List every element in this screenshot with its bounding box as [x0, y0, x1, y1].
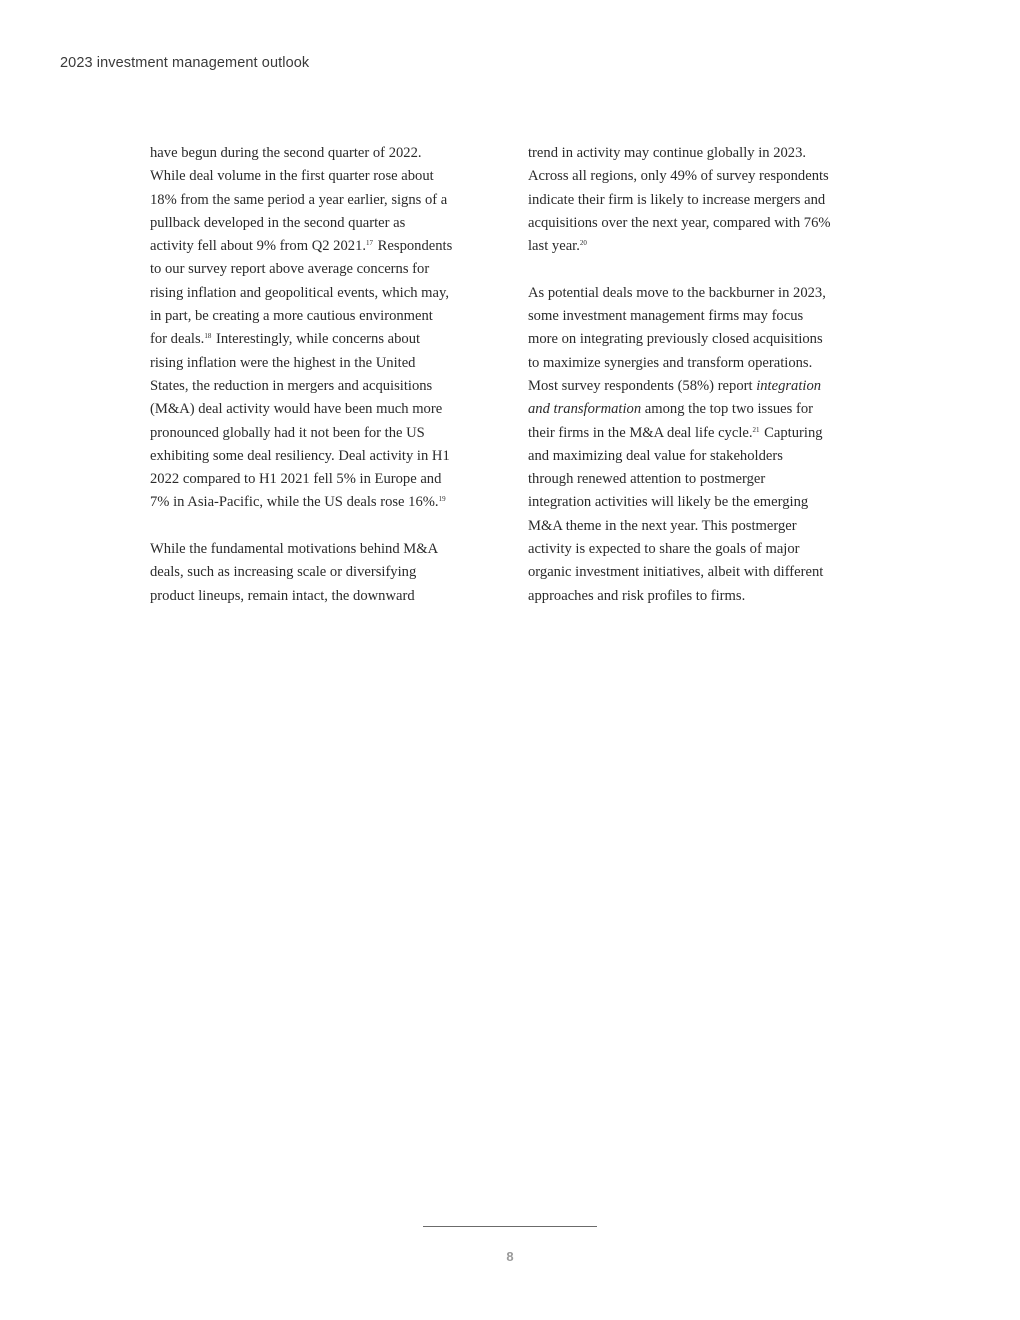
text-line: more on integrating previously closed acquisitions — [528, 331, 823, 348]
text-line — [528, 398, 880, 421]
text-segment: last year. — [528, 238, 580, 255]
text-segment: Capturing — [760, 424, 823, 441]
text-segment: among the top two issues for — [641, 401, 813, 418]
text-line: rising inflation were the highest in the United — [150, 354, 416, 371]
text-line: to maximize synergies and transform operations. — [528, 354, 813, 371]
text-line: M&A theme in the next year. This postmerger — [528, 517, 797, 534]
text-line: As potential deals move to the backburner in 2023, — [528, 284, 826, 301]
footer-divider — [423, 1226, 597, 1227]
text-line — [150, 328, 498, 351]
text-segment: their firms in the M&A deal life cycle. — [528, 424, 753, 441]
text-line: through renewed attention to postmerger — [528, 471, 766, 488]
text-line — [528, 235, 880, 258]
text-line: and maximizing deal value for stakeholders — [528, 447, 783, 464]
footnote-ref-17[interactable]: 17 — [366, 239, 374, 248]
text-line — [150, 491, 498, 514]
text-line: activity is expected to share the goals of major — [528, 541, 800, 558]
text-line: 18% from the same period a year earlier, signs of a — [150, 191, 448, 208]
text-segment: Interestingly, while concerns about — [212, 331, 421, 348]
text-line: Across all regions, only 49% of survey respondents — [528, 168, 829, 185]
text-segment: for deals. — [150, 331, 205, 348]
footnote-ref-19[interactable]: 19 — [438, 495, 446, 504]
text-segment: activity fell about 9% from Q2 2021. — [150, 238, 367, 255]
footnote-ref-18[interactable]: 18 — [204, 332, 212, 341]
paragraph — [150, 538, 498, 608]
text-line: product lineups, remain intact, the downward — [150, 587, 415, 604]
text-line: States, the reduction in mergers and acquisitions — [150, 377, 433, 394]
text-line: have begun during the second quarter of 2022. — [150, 145, 422, 161]
text-line: approaches and risk profiles to firms. — [528, 587, 746, 604]
italic-phrase: integration — [756, 377, 822, 394]
text-segment: Most survey respondents (58%) report — [528, 377, 757, 394]
text-line: deals, such as increasing scale or diversifying — [150, 564, 417, 581]
text-line — [150, 235, 498, 258]
right-column — [528, 142, 880, 631]
text-segment: 7% in Asia-Pacific, while the US deals rose 16%. — [150, 494, 439, 511]
text-line: 2022 compared to H1 2021 fell 5% in Europe and — [150, 471, 442, 488]
text-line — [528, 422, 880, 445]
italic-phrase: and transformation — [528, 401, 642, 418]
text-line: trend in activity may continue globally in 2023. — [528, 145, 807, 161]
text-line — [528, 375, 880, 398]
text-line: in part, be creating a more cautious environment — [150, 308, 433, 325]
text-line: integration activities will likely be the emerging — [528, 494, 809, 511]
paragraph — [150, 142, 498, 515]
running-header-title: 2023 investment management outlook — [60, 55, 310, 71]
text-line: pronounced globally had it not been for the US — [150, 424, 425, 441]
text-line: pullback developed in the second quarter as — [150, 214, 406, 231]
page-number: 8 — [506, 1249, 514, 1264]
text-line: rising inflation and geopolitical events, which may, — [150, 284, 449, 301]
footnote-ref-21[interactable]: 21 — [752, 425, 760, 434]
paragraph — [528, 142, 880, 258]
paragraph — [528, 282, 880, 608]
text-line: acquisitions over the next year, compared with 76% — [528, 214, 831, 231]
left-column — [150, 142, 498, 631]
text-line: While deal volume in the first quarter rose about — [150, 168, 434, 185]
text-line: exhibiting some deal resiliency. Deal activity in H1 — [150, 447, 450, 464]
footnote-ref-20[interactable]: 20 — [579, 239, 587, 248]
text-line: organic investment initiatives, albeit with different — [528, 564, 824, 581]
text-line: (M&A) deal activity would have been much more — [150, 401, 443, 418]
text-line: indicate their firm is likely to increase mergers and — [528, 191, 826, 208]
text-segment: Respondents — [374, 238, 453, 255]
text-line: to our survey report above average concerns for — [150, 261, 430, 278]
text-line: some investment management firms may focus — [528, 308, 804, 325]
text-line: While the fundamental motivations behind M&A — [150, 541, 439, 558]
